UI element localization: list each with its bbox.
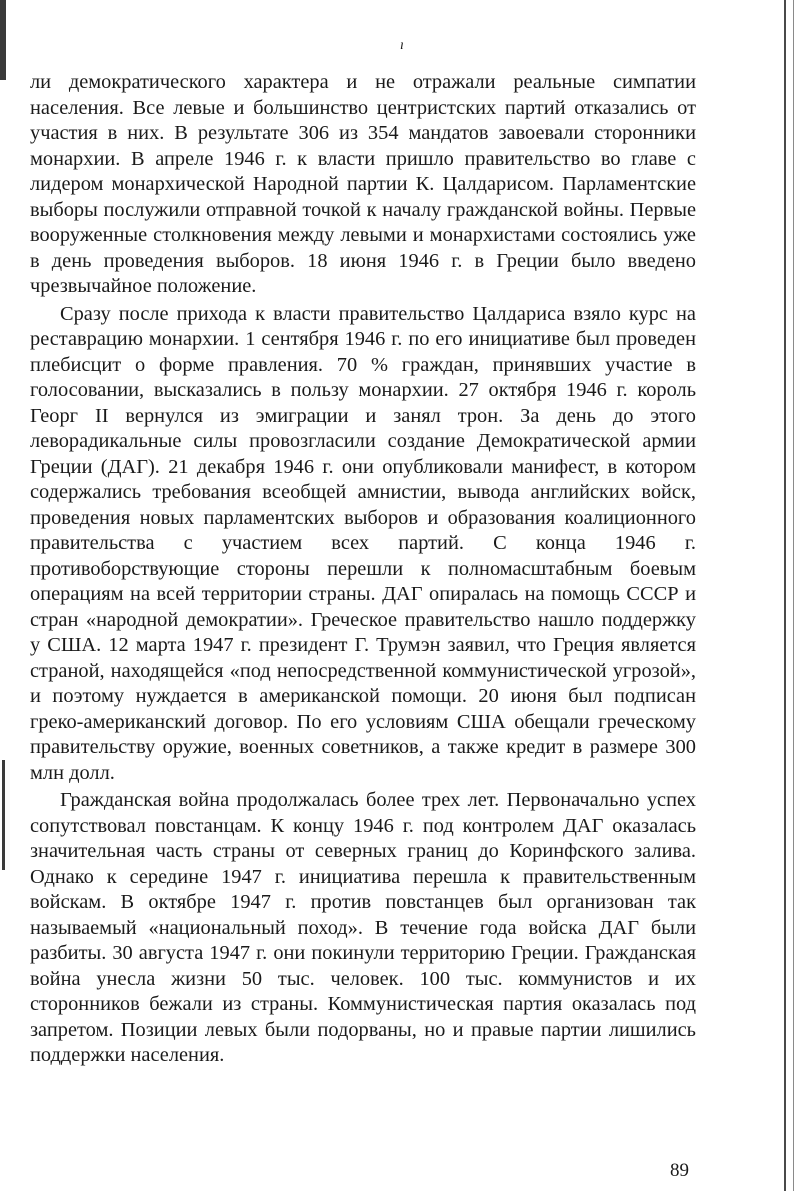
paragraph-3: Гражданская война продолжалась более трех лет. Первоначально успех сопутствовал повстанцам. К концу 1946 г. под контролем ДАГ оказалась значительная часть страны от северных границ до Коринфского залива. Однако к середине 1947 г. инициатива перешла к правительственным войскам. В октябре 1947 г. против повстанцев был организован так называемый «национальный поход». В течение года войска ДАГ были разбиты. 30 августа 1947 г. они покинули территорию Греции. Гражданская война унесла жизни 50 тыс. человек. 100 тыс. коммунистов и их сторонников бежали из страны. Коммунистическая партия оказалась под запретом. Позиции левых были подорваны, но и правые партии лишились поддержки населения.: [30, 789, 696, 1066]
page-number: 89: [670, 1160, 689, 1181]
paragraph-1: ли демократического характера и не отражали реальные симпатии населения. Все левые и большинство центристских партий отказались от участия в них. В результате 306 из 354 мандатов завоевали сторонники монархии. В апреле 1946 г. к власти пришло правительство во главе с лидером монархической Народной партии К. Цалдарисом. Парламентские выборы послужили отправной точкой к началу гражданской войны. Первые вооруженные столкновения между левыми и монархистами состоялись уже в день проведения выборов. 18 июня 1946 г. в Греции было введено чрезвычайное положение.: [30, 71, 696, 297]
paragraph-2: Сразу после прихода к власти правительство Цалдариса взяло курс на реставрацию монархии. 1 сентября 1946 г. по его инициативе был проведен плебисцит о форме правления. 70 % граждан, принявших участие в голосовании, высказались в пользу монархии. 27 октября 1946 г. король Георг II вернулся из эмиграции и занял трон. За день до этого леворадикальные силы провозгласили создание Демократической армии Греции (ДАГ). 21 декабря 1946 г. они опубликовали манифест, в котором содержались требования всеобщей амнистии, вывода английских войск, проведения новых парламентских выборов и образования коалиционного правительства с участием всех партий. С конца 1946 г. противоборствующие стороны перешли к полномасштабным боевым операциям на всей территории страны. ДАГ опиралась на помощь СССР и стран «народной демократии». Греческое правительство нашло поддержку у США. 12 марта 1947 г. президент Г. Трумэн заявил, что Греция является страной, находящейся «под непосредственной коммунистической угрозой», и поэтому нуждается в американской помощи. 20 июня был подписан греко-американский договор. По его условиям США обещали греческому правительству оружие, военных советников, а также кредит в размере 300 млн долл.: [30, 302, 696, 784]
scan-edge-left: [0, 0, 6, 80]
scan-edge-left-lower: [2, 760, 5, 870]
top-mark: ı: [400, 38, 404, 53]
scan-edge-right: [784, 0, 786, 1191]
body-text: [30, 70, 696, 1069]
scan-edge-right-inner: [793, 0, 794, 1191]
